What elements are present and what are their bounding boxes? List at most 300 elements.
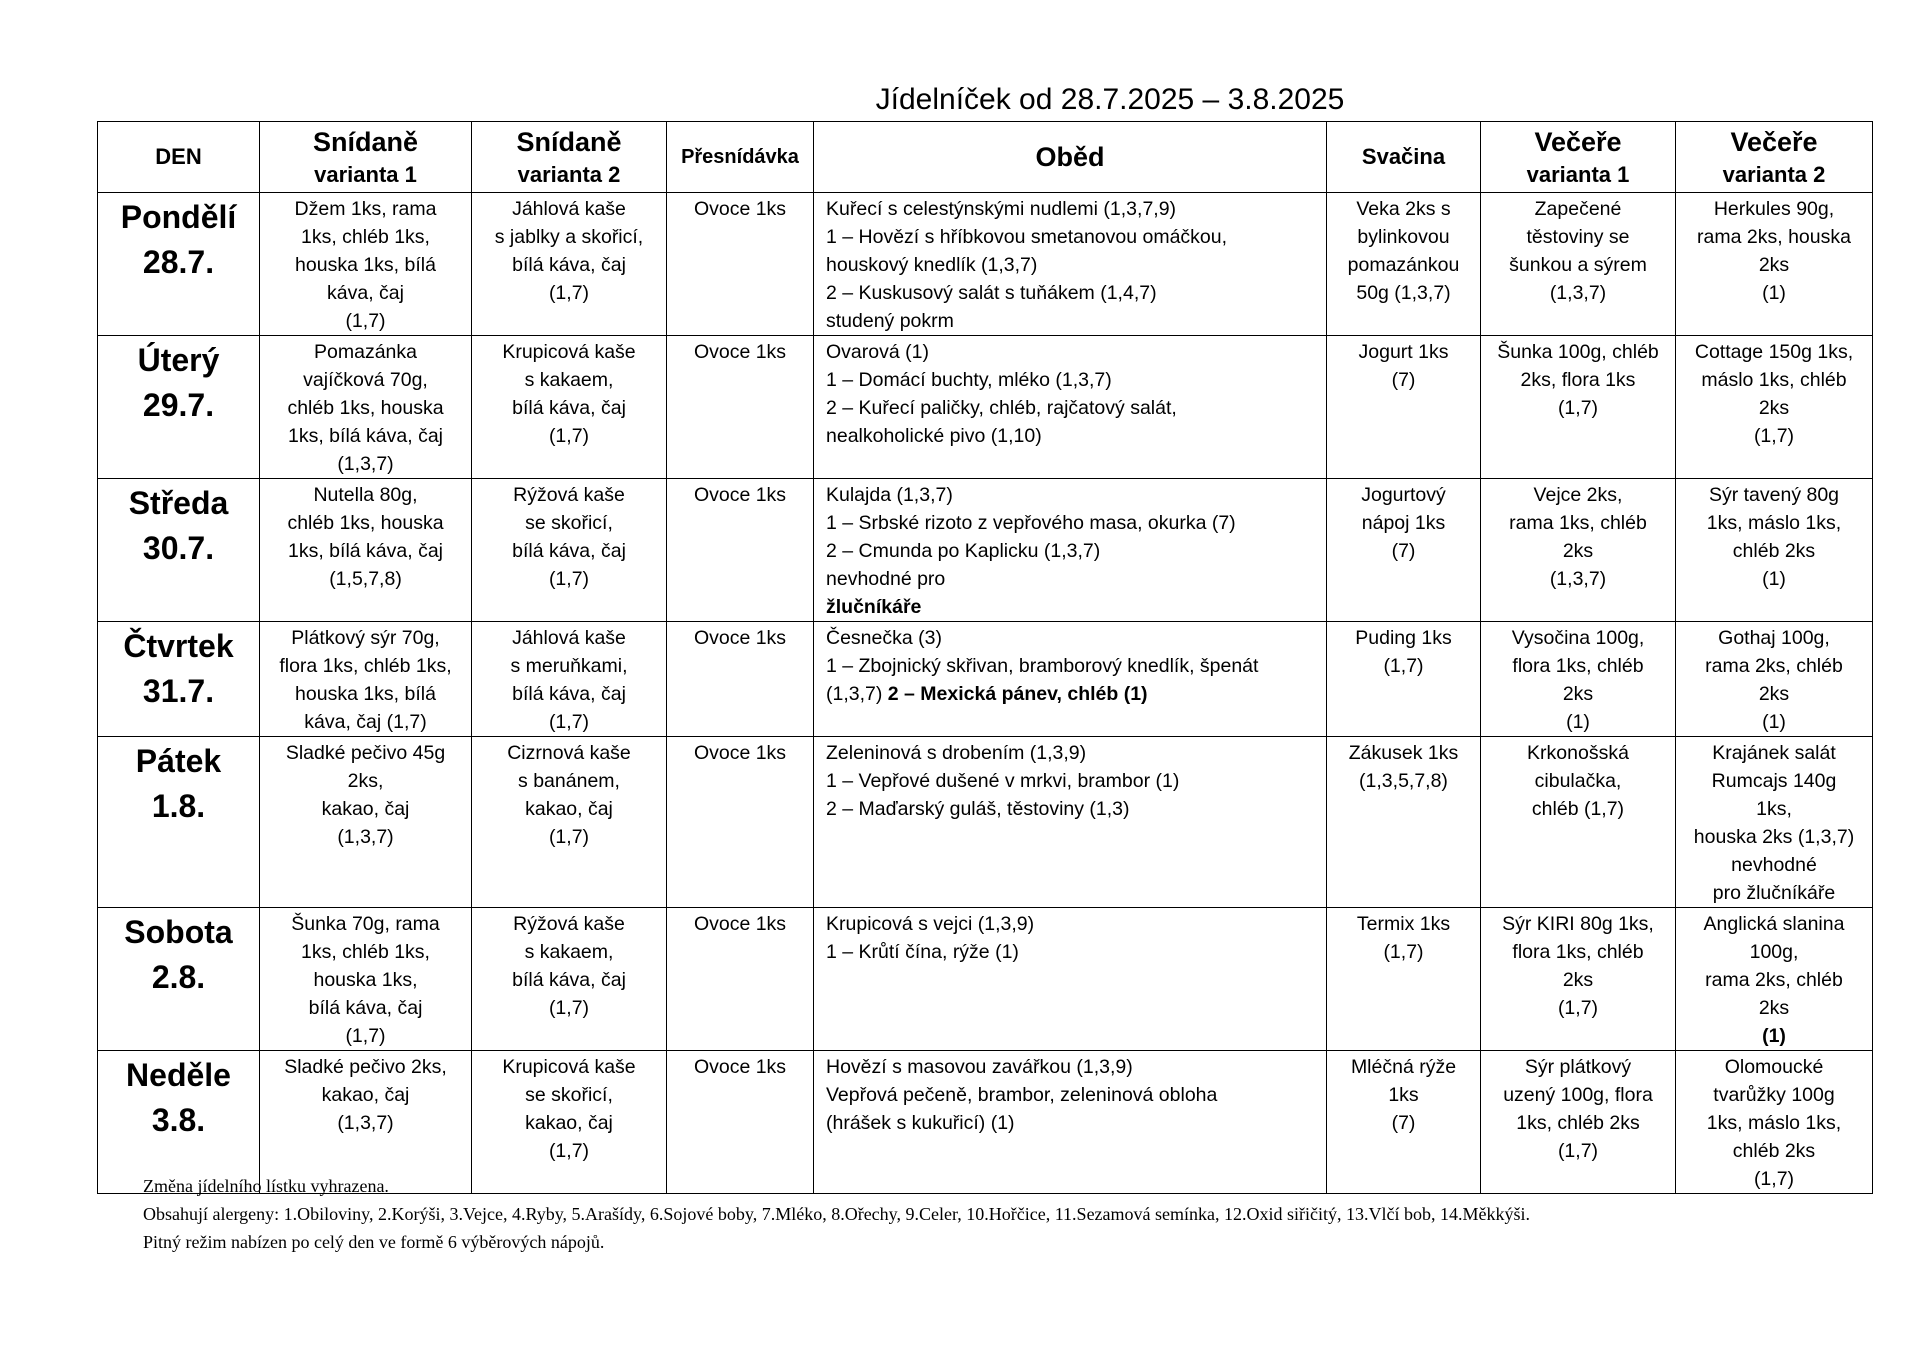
snidane2-line: [478, 966, 660, 994]
vecere1-cell: [1481, 193, 1676, 336]
vecere1-line: [1487, 251, 1669, 279]
svacina-line: [1333, 1053, 1474, 1081]
snidane2-text: bílá káva, čaj: [512, 969, 626, 991]
presnidavka-cell: [667, 737, 814, 908]
snidane1-line: [266, 624, 465, 652]
svacina-text: 1ks: [1388, 1084, 1419, 1106]
vecere2-line: [1682, 823, 1866, 851]
header-svacina: Svačina: [1327, 122, 1481, 193]
snidane1-line: [266, 509, 465, 537]
vecere2-text: (1,7): [1753, 425, 1795, 447]
vecere2-line: [1682, 1022, 1866, 1050]
vecere2-line: [1682, 1137, 1866, 1165]
obed-line: [826, 652, 1320, 680]
svacina-text: (1,7): [1383, 655, 1424, 677]
svacina-line: [1333, 366, 1474, 394]
snidane1-text: Nutella 80g,: [313, 484, 418, 506]
vecere2-line: [1682, 394, 1866, 422]
obed-text: 1 – Krůtí čína, rýže (1): [826, 941, 1019, 963]
day-date: 3.8.: [151, 1102, 206, 1138]
obed-line: [826, 223, 1320, 251]
header-vecere-1-main: Večeře: [1534, 127, 1622, 157]
snidane2-text: s kakaem,: [524, 941, 614, 963]
obed-cell: [814, 737, 1327, 908]
day-date: 2.8.: [151, 959, 206, 995]
vecere2-text: rama 2ks, chléb: [1705, 969, 1843, 991]
day-name: Neděle: [126, 1057, 231, 1093]
snidane2-cell: [472, 336, 667, 479]
obed-line: [826, 1053, 1320, 1081]
snidane1-line: [266, 279, 465, 307]
presnidavka-line: [673, 910, 807, 938]
presnidavka-line: [673, 338, 807, 366]
svacina-line: [1333, 652, 1474, 680]
vecere1-line: [1487, 994, 1669, 1022]
vecere1-line: [1487, 795, 1669, 823]
vecere1-line: [1487, 1053, 1669, 1081]
vecere2-line: [1682, 652, 1866, 680]
vecere1-text: (1,7): [1557, 397, 1599, 419]
snidane2-text: (1,7): [548, 997, 590, 1019]
menu-row: [98, 336, 1873, 479]
day-date: 31.7.: [142, 673, 215, 709]
menu-row: [98, 479, 1873, 622]
vecere2-line: [1682, 1109, 1866, 1137]
snidane2-cell: [472, 908, 667, 1051]
snidane1-line: [266, 394, 465, 422]
header-obed: Oběd: [814, 122, 1327, 193]
snidane2-line: [478, 1137, 660, 1165]
snidane1-text: Sladké pečivo 45g: [285, 742, 446, 764]
obed-text: Kulajda (1,3,7): [826, 484, 953, 506]
obed-line: [826, 795, 1320, 823]
vecere1-text: 2ks: [1562, 540, 1594, 562]
snidane1-text: chléb 1ks, houska: [287, 397, 444, 419]
vecere2-text: Cottage 150g 1ks,: [1694, 341, 1854, 363]
day-date: 28.7.: [142, 244, 215, 280]
vecere1-line: [1487, 739, 1669, 767]
snidane1-line: [266, 767, 465, 795]
menu-row: [98, 622, 1873, 737]
snidane1-line: [266, 652, 465, 680]
presnidavka-line: [673, 624, 807, 652]
day-name: Středa: [128, 485, 229, 521]
svacina-line: [1333, 251, 1474, 279]
svacina-line: [1333, 910, 1474, 938]
snidane1-line: [266, 938, 465, 966]
vecere2-line: [1682, 565, 1866, 593]
snidane1-text: Plátkový sýr 70g,: [291, 627, 440, 649]
vecere1-cell: [1481, 737, 1676, 908]
snidane2-line: [478, 708, 660, 736]
snidane2-text: bílá káva, čaj: [512, 683, 626, 705]
vecere2-line: [1682, 851, 1866, 879]
vecere2-cell: [1676, 1051, 1873, 1194]
vecere1-text: Vysočina 100g,: [1511, 627, 1645, 649]
snidane1-cell: [260, 737, 472, 908]
obed-text: 2 – Mexická pánev, chléb (1): [887, 683, 1148, 705]
snidane1-line: [266, 450, 465, 478]
svacina-text: (7): [1391, 1112, 1416, 1134]
obed-line: [826, 680, 1320, 708]
snidane2-line: [478, 624, 660, 652]
snidane2-line: [478, 1109, 660, 1137]
vecere2-text: Sýr tavený 80g: [1708, 484, 1840, 506]
menu-row: [98, 908, 1873, 1051]
footer-note-allergens: Obsahují alergeny: 1.Obiloviny, 2.Korýši, 3.Vejce, 4.Ryby, 5.Arašídy, 6.Sojové boby, 7.Mléko, 8.Ořechy, 9.Celer, 10.Hořčice, 11.Sezamová semínka, 12.Oxid siřičitý, 13.Vlčí bob, 14.Měkkýši.: [143, 1204, 1530, 1224]
menu-row: [98, 737, 1873, 908]
vecere2-text: 2ks: [1758, 254, 1790, 276]
vecere1-text: Zapečené: [1534, 198, 1622, 220]
obed-line: [826, 565, 1320, 593]
vecere1-cell: [1481, 479, 1676, 622]
vecere1-text: těstoviny se: [1526, 226, 1630, 248]
obed-text: nealkoholické pivo (1,10): [826, 425, 1042, 447]
svacina-line: [1333, 279, 1474, 307]
vecere2-text: 100g,: [1749, 941, 1799, 963]
presnidavka-cell: [667, 908, 814, 1051]
snidane1-line: [266, 481, 465, 509]
presnidavka-text: Ovoce 1ks: [693, 484, 787, 506]
snidane2-line: [478, 422, 660, 450]
vecere1-line: [1487, 1109, 1669, 1137]
vecere1-line: [1487, 481, 1669, 509]
day-cell: [98, 908, 260, 1051]
obed-text: 2 – Cmunda po Kaplicku (1,3,7): [826, 540, 1101, 562]
snidane1-line: [266, 1081, 465, 1109]
day-cell: [98, 622, 260, 737]
vecere1-line: [1487, 910, 1669, 938]
snidane2-text: (1,7): [548, 568, 590, 590]
vecere2-text: (1): [1762, 711, 1786, 733]
header-vecere-2-main: Večeře: [1730, 127, 1818, 157]
presnidavka-text: Ovoce 1ks: [693, 341, 787, 363]
header-snidane-1: [260, 122, 472, 193]
snidane2-text: (1,7): [548, 711, 590, 733]
vecere2-line: [1682, 767, 1866, 795]
snidane2-line: [478, 537, 660, 565]
vecere2-line: [1682, 879, 1866, 907]
header-snidane-1-sub: varianta 1: [314, 162, 417, 187]
vecere2-line: [1682, 195, 1866, 223]
obed-text: Vepřová pečeně, brambor, zeleninová obloha: [826, 1084, 1218, 1106]
presnidavka-cell: [667, 336, 814, 479]
vecere1-line: [1487, 767, 1669, 795]
snidane1-line: [266, 1022, 465, 1050]
obed-line: [826, 537, 1320, 565]
header-vecere-2-sub: varianta 2: [1722, 162, 1826, 187]
vecere1-text: Krkonošská: [1527, 742, 1629, 764]
vecere2-line: [1682, 422, 1866, 450]
obed-cell: [814, 479, 1327, 622]
day-date: 30.7.: [142, 530, 215, 566]
obed-text: Kuřecí s celestýnskými nudlemi (1,3,7,9): [826, 198, 1177, 220]
snidane1-line: [266, 338, 465, 366]
snidane1-text: chléb 1ks, houska: [287, 512, 444, 534]
svacina-cell: [1327, 908, 1481, 1051]
vecere2-text: 1ks, máslo 1ks,: [1706, 1112, 1842, 1134]
snidane2-line: [478, 481, 660, 509]
snidane1-line: [266, 708, 465, 736]
vecere1-text: šunkou a sýrem: [1509, 254, 1647, 276]
svacina-text: 50g (1,3,7): [1356, 282, 1451, 304]
obed-text: 1 – Zbojnický skřivan, bramborový knedlík, špenát: [826, 655, 1259, 677]
snidane1-text: 1ks, chléb 1ks,: [301, 226, 430, 248]
svacina-text: nápoj 1ks: [1361, 512, 1446, 534]
obed-line: [826, 394, 1320, 422]
snidane1-text: houska 1ks, bílá: [295, 254, 436, 276]
snidane1-text: kakao, čaj: [321, 1084, 410, 1106]
vecere2-line: [1682, 1053, 1866, 1081]
presnidavka-line: [673, 195, 807, 223]
snidane1-line: [266, 366, 465, 394]
snidane2-line: [478, 223, 660, 251]
vecere1-line: [1487, 938, 1669, 966]
snidane1-line: [266, 537, 465, 565]
presnidavka-text: Ovoce 1ks: [693, 742, 787, 764]
snidane2-text: Jáhlová kaše: [512, 627, 626, 649]
vecere2-line: [1682, 366, 1866, 394]
vecere2-text: Herkules 90g,: [1713, 198, 1835, 220]
snidane1-line: [266, 223, 465, 251]
day-date: 29.7.: [142, 387, 215, 423]
header-vecere-1-sub: varianta 1: [1526, 162, 1630, 187]
presnidavka-cell: [667, 193, 814, 336]
footer-note-drinks: Pitný režim nabízen po celý den ve formě 6 výběrových nápojů.: [143, 1232, 605, 1252]
snidane2-text: s banánem,: [518, 770, 620, 792]
presnidavka-text: Ovoce 1ks: [693, 198, 787, 220]
snidane2-cell: [472, 479, 667, 622]
vecere1-cell: [1481, 622, 1676, 737]
obed-text: 1 – Hovězí s hříbkovou smetanovou omáčkou,: [826, 226, 1228, 248]
obed-text: 2 – Kuřecí paličky, chléb, rajčatový salát,: [826, 397, 1177, 419]
vecere1-text: cibulačka,: [1534, 770, 1622, 792]
vecere2-cell: [1676, 622, 1873, 737]
day-name: Pátek: [135, 743, 222, 779]
vecere1-text: rama 1ks, chléb: [1509, 512, 1647, 534]
vecere2-text: tvarůžky 100g: [1713, 1084, 1835, 1106]
svacina-text: Jogurtový: [1361, 484, 1446, 506]
vecere2-line: [1682, 938, 1866, 966]
vecere2-line: [1682, 708, 1866, 736]
snidane1-text: 1ks, chléb 1ks,: [301, 941, 430, 963]
vecere1-line: [1487, 509, 1669, 537]
presnidavka-line: [673, 481, 807, 509]
obed-line: [826, 481, 1320, 509]
vecere2-line: [1682, 338, 1866, 366]
snidane2-text: (1,7): [548, 826, 590, 848]
vecere2-line: [1682, 279, 1866, 307]
menu-row: [98, 193, 1873, 336]
obed-text: 1 – Domácí buchty, mléko (1,3,7): [826, 369, 1112, 391]
snidane1-line: [266, 739, 465, 767]
header-den: DEN: [98, 122, 260, 193]
svacina-text: Termix 1ks: [1356, 913, 1451, 935]
day-date: 1.8.: [151, 788, 206, 824]
snidane1-line: [266, 994, 465, 1022]
vecere2-line: [1682, 966, 1866, 994]
day-cell: [98, 193, 260, 336]
day-cell: [98, 336, 260, 479]
snidane1-text: káva, čaj (1,7): [304, 711, 427, 733]
vecere2-line: [1682, 537, 1866, 565]
svacina-text: (1,3,5,7,8): [1359, 770, 1448, 792]
svacina-text: Puding 1ks: [1355, 627, 1452, 649]
snidane1-text: Sladké pečivo 2ks,: [284, 1056, 447, 1078]
snidane1-text: (1,7): [345, 1025, 386, 1047]
vecere1-line: [1487, 279, 1669, 307]
vecere1-text: (1,3,7): [1549, 568, 1607, 590]
presnidavka-text: Ovoce 1ks: [693, 913, 787, 935]
snidane1-text: Šunka 70g, rama: [291, 913, 440, 935]
snidane2-line: [478, 910, 660, 938]
footer-note-change: Změna jídelního lístku vyhrazena.: [143, 1176, 389, 1196]
snidane2-line: [478, 795, 660, 823]
snidane1-text: houska 1ks,: [313, 969, 418, 991]
vecere2-text: 1ks,: [1756, 798, 1792, 820]
obed-line: [826, 509, 1320, 537]
vecere2-text: 2ks: [1758, 683, 1790, 705]
obed-text: Ovarová (1): [826, 341, 929, 363]
header-presnidavka: Přesnídávka: [667, 122, 814, 193]
snidane2-text: Krupicová kaše: [502, 341, 636, 363]
svacina-line: [1333, 195, 1474, 223]
snidane2-line: [478, 565, 660, 593]
snidane2-cell: [472, 737, 667, 908]
snidane2-text: (1,7): [548, 425, 590, 447]
vecere2-line: [1682, 680, 1866, 708]
vecere1-text: 2ks: [1562, 969, 1594, 991]
snidane1-cell: [260, 479, 472, 622]
vecere2-text: pro žlučníkáře: [1712, 882, 1836, 904]
svacina-line: [1333, 338, 1474, 366]
vecere1-line: [1487, 708, 1669, 736]
vecere1-text: flora 1ks, chléb: [1512, 655, 1644, 677]
snidane2-line: [478, 767, 660, 795]
vecere2-text: rama 2ks, chléb: [1705, 655, 1843, 677]
vecere1-line: [1487, 195, 1669, 223]
obed-line: [826, 938, 1320, 966]
vecere1-line: [1487, 366, 1669, 394]
menu-table: [97, 121, 1873, 1194]
vecere2-text: Krajánek salát: [1712, 742, 1836, 764]
vecere2-line: [1682, 223, 1866, 251]
snidane1-text: vajíčková 70g,: [303, 369, 428, 391]
vecere1-line: [1487, 565, 1669, 593]
snidane2-text: bílá káva, čaj: [512, 540, 626, 562]
obed-text: houskový knedlík (1,3,7): [826, 254, 1038, 276]
obed-line: [826, 739, 1320, 767]
vecere1-text: chléb (1,7): [1531, 798, 1625, 820]
day-cell: [98, 737, 260, 908]
snidane2-text: (1,7): [548, 282, 590, 304]
svacina-cell: [1327, 737, 1481, 908]
vecere1-text: (1,7): [1557, 1140, 1599, 1162]
snidane1-text: káva, čaj: [327, 282, 404, 304]
snidane1-text: houska 1ks, bílá: [295, 683, 436, 705]
vecere2-text: nevhodné: [1731, 854, 1817, 876]
snidane1-text: 1ks, bílá káva, čaj: [288, 540, 443, 562]
snidane2-line: [478, 994, 660, 1022]
obed-line: [826, 1109, 1320, 1137]
svacina-line: [1333, 767, 1474, 795]
snidane1-line: [266, 1053, 465, 1081]
obed-line: [826, 593, 1320, 621]
vecere1-text: (1,7): [1557, 997, 1599, 1019]
svacina-line: [1333, 481, 1474, 509]
vecere2-text: chléb 2ks: [1732, 540, 1816, 562]
obed-text: studený pokrm: [826, 310, 954, 332]
vecere1-text: flora 1ks, chléb: [1512, 941, 1644, 963]
snidane2-line: [478, 279, 660, 307]
snidane2-text: s jablky a skořicí,: [494, 226, 644, 248]
snidane2-text: s meruňkami,: [510, 655, 628, 677]
header-snidane-1-main: Snídaně: [312, 127, 419, 157]
day-name: Pondělí: [120, 199, 237, 235]
vecere1-line: [1487, 652, 1669, 680]
svacina-text: Veka 2ks s: [1356, 198, 1451, 220]
header-snidane-2-main: Snídaně: [516, 127, 622, 157]
vecere1-text: 2ks, flora 1ks: [1520, 369, 1636, 391]
vecere1-text: (1): [1566, 711, 1590, 733]
vecere1-text: Vejce 2ks,: [1533, 484, 1623, 506]
snidane2-line: [478, 1081, 660, 1109]
snidane1-cell: [260, 622, 472, 737]
obed-line: [826, 767, 1320, 795]
obed-line: [826, 338, 1320, 366]
vecere1-line: [1487, 624, 1669, 652]
vecere2-text: máslo 1ks, chléb: [1701, 369, 1847, 391]
vecere1-text: uzený 100g, flora: [1503, 1084, 1653, 1106]
snidane1-line: [266, 422, 465, 450]
vecere2-text: 2ks: [1758, 397, 1790, 419]
snidane1-line: [266, 795, 465, 823]
vecere1-text: 1ks, chléb 2ks: [1516, 1112, 1640, 1134]
snidane1-line: [266, 251, 465, 279]
snidane2-line: [478, 509, 660, 537]
vecere2-text: Olomoucké: [1724, 1056, 1824, 1078]
page-title: Jídelníček od 28.7.2025 – 3.8.2025: [875, 83, 1345, 116]
vecere2-text: chléb 2ks: [1732, 1140, 1816, 1162]
snidane1-text: (1,3,7): [337, 1112, 394, 1134]
vecere2-line: [1682, 481, 1866, 509]
snidane1-line: [266, 307, 465, 335]
vecere2-line: [1682, 624, 1866, 652]
snidane2-line: [478, 251, 660, 279]
vecere2-line: [1682, 994, 1866, 1022]
day-name: Sobota: [124, 914, 233, 950]
snidane1-text: 2ks,: [347, 770, 384, 792]
vecere1-line: [1487, 966, 1669, 994]
snidane2-text: (1,7): [548, 1140, 590, 1162]
svacina-line: [1333, 537, 1474, 565]
snidane2-line: [478, 823, 660, 851]
snidane2-line: [478, 739, 660, 767]
snidane2-line: [478, 1053, 660, 1081]
vecere2-cell: [1676, 479, 1873, 622]
vecere2-text: rama 2ks, houska: [1697, 226, 1851, 248]
obed-line: [826, 251, 1320, 279]
obed-text: 2 – Kuskusový salát s tuňákem (1,4,7): [826, 282, 1157, 304]
vecere1-line: [1487, 223, 1669, 251]
obed-line: [826, 307, 1320, 335]
svacina-text: Zákusek 1ks: [1348, 742, 1459, 764]
snidane1-text: bílá káva, čaj: [308, 997, 423, 1019]
snidane1-text: 1ks, bílá káva, čaj: [288, 425, 443, 447]
snidane2-cell: [472, 193, 667, 336]
obed-text: (1,3,7): [826, 683, 883, 705]
snidane2-text: bílá káva, čaj: [512, 397, 626, 419]
